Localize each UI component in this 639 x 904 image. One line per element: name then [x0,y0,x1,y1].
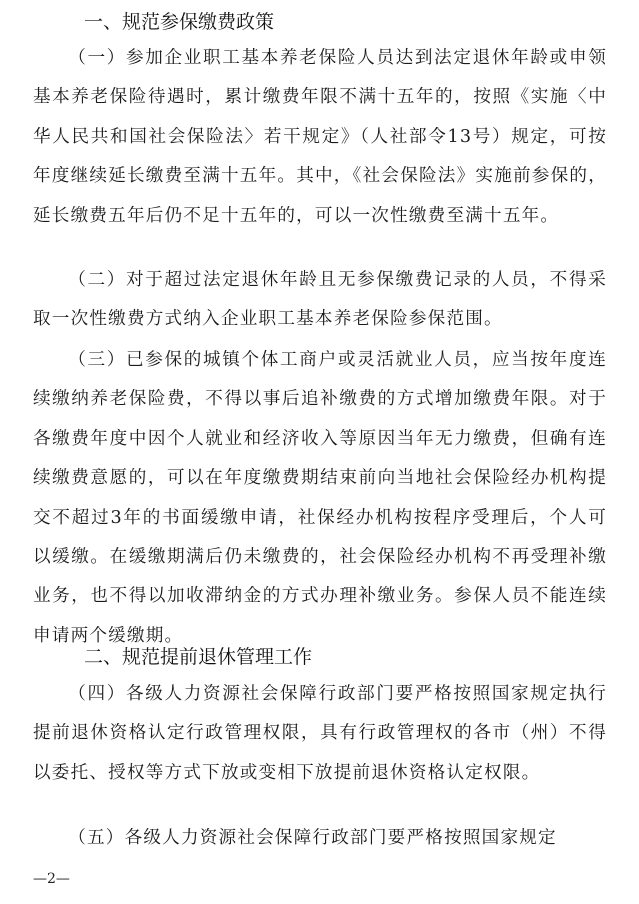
paragraph-3: （三）已参保的城镇个体工商户或灵活就业人员，应当按年度连续缴纳养老保险费，不得以事后追补缴费的方式增加缴费年限。对于各缴费年度中因个人就业和经济收入等原因当年无力缴费，但确有连续缴费意愿的，可以在年度缴费期结束前向当地社会保险经办机构提交不超过3年的书面缓缴申请，社保经办机构按程序受理后，个人可以缓缴。在缓缴期满后仍未缴费的，社会保险经办机构不再受理补缴业务，也不得以加收滞纳金的方式办理补缴业务。参保人员不能连续申请两个缓缴期。 [33,350,607,646]
section-heading-1: 一、规范参保缴费政策 [84,11,275,33]
paragraph-2: （二）对于超过法定退休年龄且无参保缴费记录的人员，不得采取一次性缴费方式纳入企业职工基本养老保险参保范围。 [33,270,607,330]
paragraph-5: （五）各级人力资源社会保障行政部门要严格按照国家规定 [68,828,557,848]
section-heading-2: 二、规范提前退休管理工作 [84,646,313,668]
paragraph-1: （一）参加企业职工基本养老保险人员达到法定退休年龄或申领基本养老保险待遇时，累计缴费年限不满十五年的，按照《实施〈中华人民共和国社会保险法〉若干规定》（人社部令13号）规定，可按年度继续延长缴费至满十五年。其中，《社会保险法》实施前参保的，延长缴费五年后仍不足十五年的，可以一次性缴费至满十五年。 [33,48,607,226]
page-number: —2— [33,871,70,887]
paragraph-4: （四）各级人力资源社会保障行政部门要严格按照国家规定执行提前退休资格认定行政管理权限，具有行政管理权的各市（州）不得以委托、授权等方式下放或变相下放提前退休资格认定权限。 [33,684,607,783]
